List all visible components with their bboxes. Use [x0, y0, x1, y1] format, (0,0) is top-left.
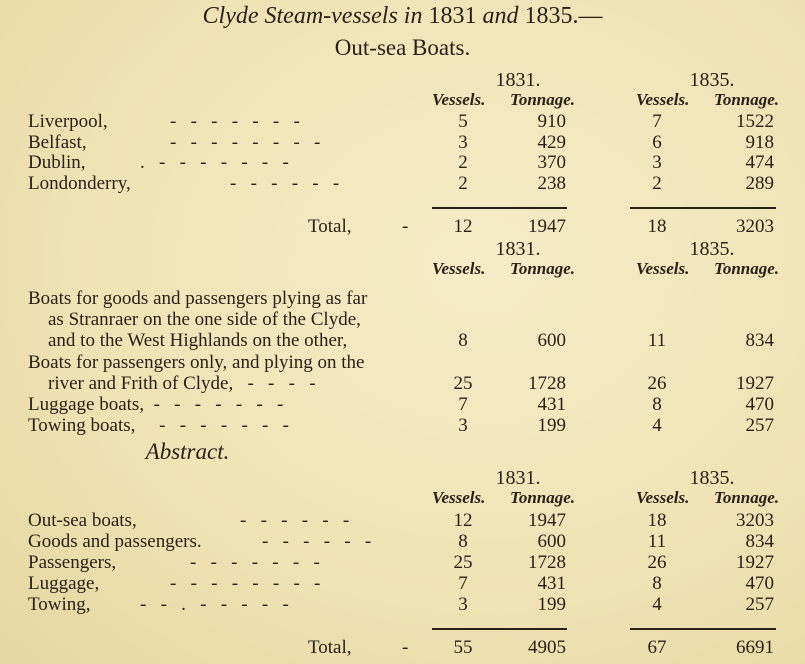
vessels-1831: 8	[458, 330, 468, 351]
vessels-1831: 2	[458, 173, 468, 194]
vessels-1835: 26	[647, 552, 667, 573]
tonnage-1831: 600	[537, 531, 566, 552]
row-label: Boats for passengers only, and plying on the	[28, 352, 365, 373]
tonnage-1831: 238	[537, 173, 566, 194]
column-header-vessels: Vessels.	[636, 488, 690, 507]
row-label: Dublin,	[28, 152, 86, 173]
vessels-1835: 4	[652, 415, 662, 436]
tonnage-1835: 257	[745, 594, 774, 615]
page-title	[0, 4, 805, 28]
vessels-1835: 11	[647, 531, 667, 552]
row-label: Boats for goods and passengers plying as far	[28, 288, 368, 309]
tonnage-1831: 1728	[528, 373, 566, 394]
tonnage-1835: 1927	[736, 373, 774, 394]
tonnage-1831: 1947	[528, 216, 566, 237]
vessels-1835: 2	[652, 173, 662, 194]
column-header-tonnage: Tonnage.	[714, 488, 780, 507]
tonnage-1835: 834	[745, 531, 774, 552]
title-year: 1835.—	[524, 3, 603, 29]
total-rule	[432, 628, 567, 630]
tonnage-1831: 370	[537, 152, 566, 173]
year-header-1831: 1831.	[495, 238, 541, 260]
vessels-1835: 18	[647, 216, 667, 237]
leader-dots: - - . - - - - -	[140, 594, 289, 615]
tonnage-1831: 1947	[528, 510, 566, 531]
row-label: Liverpool,	[28, 111, 108, 132]
vessels-1835: 8	[652, 573, 662, 594]
total-rule	[630, 628, 776, 630]
row-label: Towing boats, - - - - - - -	[28, 415, 289, 436]
title-part: Clyde Steam-vessels in	[202, 3, 423, 29]
vessels-1831: 3	[458, 415, 468, 436]
tonnage-1831: 1728	[528, 552, 566, 573]
leader-dots: - - - - - - - -	[170, 132, 321, 153]
column-header-tonnage: Tonnage.	[510, 259, 576, 278]
tonnage-1835: 1522	[736, 111, 774, 132]
tonnage-1835: 257	[745, 415, 774, 436]
column-header-tonnage: Tonnage.	[714, 259, 780, 278]
vessels-1835: 8	[652, 394, 662, 415]
vessels-1835: 26	[647, 373, 667, 394]
column-header-vessels: Vessels.	[636, 259, 690, 278]
year-header-1835: 1835.	[689, 69, 735, 91]
vessels-1835: 7	[652, 111, 662, 132]
leader-dots: - - - - - -	[262, 531, 372, 552]
row-label: Out-sea boats,	[28, 510, 137, 531]
vessels-1831: 3	[458, 132, 468, 153]
leader-dots: -	[402, 216, 409, 237]
tonnage-1835: 3203	[736, 216, 774, 237]
total-rule	[630, 207, 776, 209]
leader-dots: - - - - - - - -	[170, 573, 321, 594]
row-label: Luggage boats, - - - - - - -	[28, 394, 284, 415]
year-header-1835: 1835.	[689, 467, 735, 489]
row-label: Belfast,	[28, 132, 87, 153]
tonnage-1835: 470	[745, 394, 774, 415]
leader-dots: - - - - - - -	[190, 552, 320, 573]
total-rule	[432, 207, 567, 209]
column-header-tonnage: Tonnage.	[510, 488, 576, 507]
year-header-1831: 1831.	[495, 467, 541, 489]
leader-dots: - - - - - -	[240, 510, 350, 531]
column-header-tonnage: Tonnage.	[714, 90, 780, 109]
column-header-vessels: Vessels.	[432, 90, 486, 109]
tonnage-1831: 199	[537, 594, 566, 615]
vessels-1831: 7	[458, 394, 468, 415]
row-label: river and Frith of Clyde, - - - -	[48, 373, 316, 394]
row-label: Luggage,	[28, 573, 100, 594]
tonnage-1831: 429	[537, 132, 566, 153]
total-label: Total,	[308, 216, 352, 237]
tonnage-1831: 431	[537, 394, 566, 415]
tonnage-1835: 6691	[736, 637, 774, 658]
total-label: Total,	[308, 637, 352, 658]
vessels-1835: 18	[647, 510, 667, 531]
vessels-1831: 5	[458, 111, 468, 132]
section-heading: Out-sea Boats.	[334, 35, 471, 60]
row-label: Passengers,	[28, 552, 117, 573]
vessels-1831: 25	[453, 552, 473, 573]
tonnage-1831: 431	[537, 573, 566, 594]
column-header-vessels: Vessels.	[432, 259, 486, 278]
tonnage-1831: 600	[537, 330, 566, 351]
leader-dots: - - - - - - -	[170, 111, 300, 132]
tonnage-1835: 1927	[736, 552, 774, 573]
leader-dots: . - - - - - - -	[140, 152, 289, 173]
row-label: Goods and passengers.	[28, 531, 202, 552]
tonnage-1835: 289	[745, 173, 774, 194]
vessels-1835: 4	[652, 594, 662, 615]
vessels-1831: 25	[453, 373, 473, 394]
tonnage-1835: 474	[745, 152, 774, 173]
vessels-1831: 7	[458, 573, 468, 594]
tonnage-1835: 918	[745, 132, 774, 153]
vessels-1831: 12	[453, 510, 473, 531]
tonnage-1831: 4905	[528, 637, 566, 658]
vessels-1835: 3	[652, 152, 662, 173]
vessels-1835: 67	[647, 637, 667, 658]
row-label: Londonderry,	[28, 173, 131, 194]
title-year: 1831	[428, 3, 477, 29]
vessels-1831: 3	[458, 594, 468, 615]
row-label: as Stranraer on the one side of the Clyde,	[48, 309, 361, 330]
leader-dots: - - - - - -	[230, 173, 340, 194]
vessels-1835: 6	[652, 132, 662, 153]
column-header-vessels: Vessels.	[636, 90, 690, 109]
tonnage-1835: 834	[745, 330, 774, 351]
year-header-1835: 1835.	[689, 238, 735, 260]
vessels-1831: 2	[458, 152, 468, 173]
title-part: and	[482, 3, 519, 29]
tonnage-1835: 3203	[736, 510, 774, 531]
vessels-1831: 8	[458, 531, 468, 552]
year-header-1831: 1831.	[495, 69, 541, 91]
column-header-vessels: Vessels.	[432, 488, 486, 507]
tonnage-1831: 910	[537, 111, 566, 132]
vessels-1835: 11	[647, 330, 667, 351]
row-label: Towing,	[28, 594, 91, 615]
row-label: and to the West Highlands on the other,	[48, 330, 348, 351]
leader-dots: -	[402, 637, 409, 658]
tonnage-1835: 470	[745, 573, 774, 594]
column-header-tonnage: Tonnage.	[510, 90, 576, 109]
abstract-heading: Abstract.	[145, 439, 230, 464]
vessels-1831: 12	[453, 216, 473, 237]
vessels-1831: 55	[453, 637, 473, 658]
tonnage-1831: 199	[537, 415, 566, 436]
